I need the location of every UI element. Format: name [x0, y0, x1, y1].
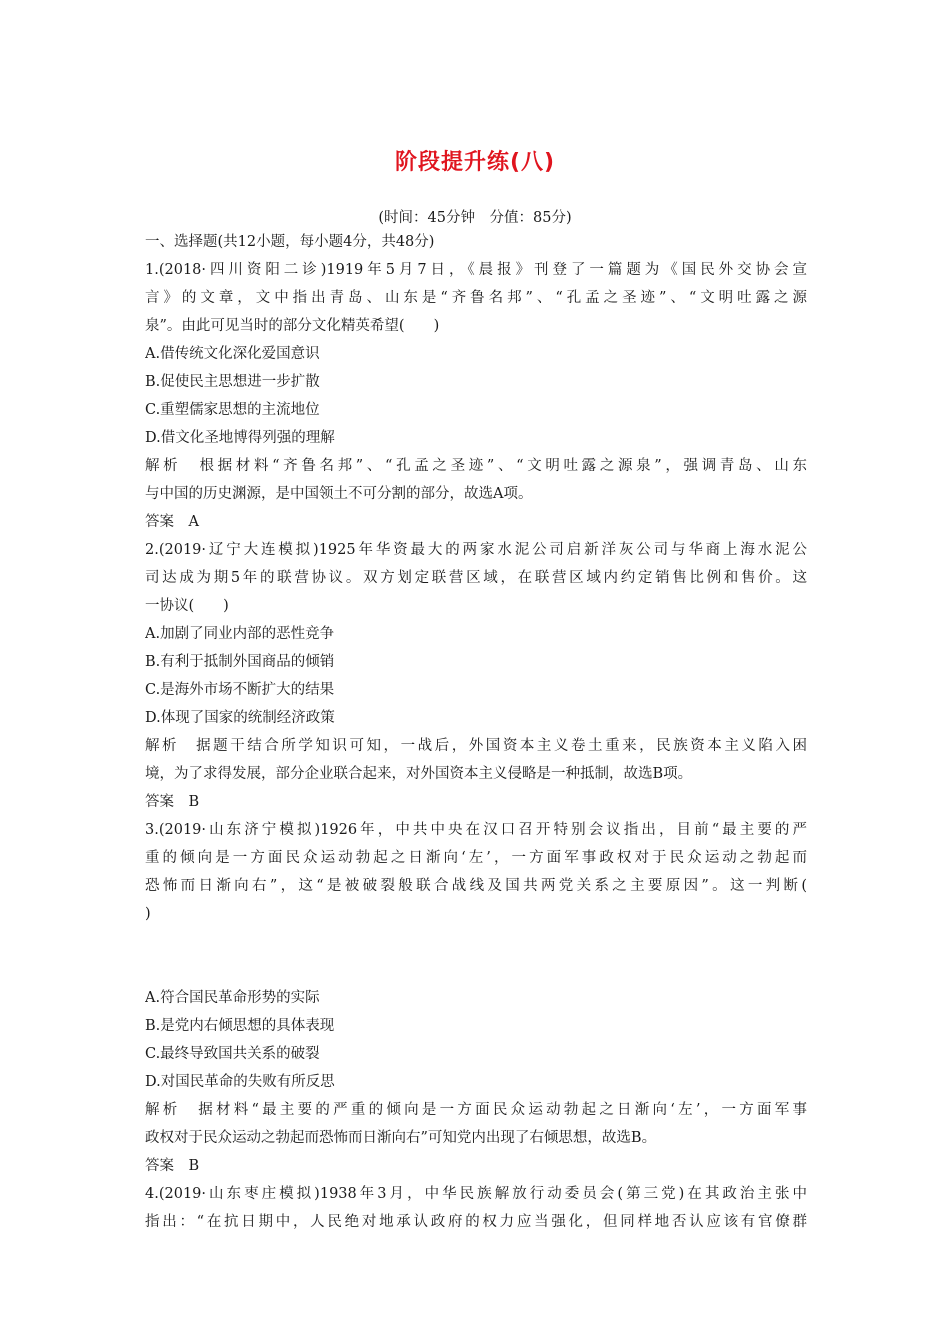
analysis-line: 境，为了求得发展，部分企业联合起来，对外国资本主义侵略是一种抵制，故选B项。 [145, 766, 693, 782]
answer: 答案 A [145, 514, 199, 530]
question-stem-line: 泉”。由此可见当时的部分文化精英希望( ) [145, 318, 440, 334]
analysis-line: 解析 据题干结合所学知识可知，一战后，外国资本主义卷土重来，民族资本主义陷入困 [145, 738, 807, 754]
question-stem-line: 1.(2018·四川资阳二诊)1919年5月7日，《晨报》刊登了一篇题为《国民外交协会宣 [145, 262, 807, 278]
document-body [145, 228, 807, 1236]
question-stem-line: 4.(2019·山东枣庄模拟)1938年3月，中华民族解放行动委员会(第三党)在其政治主张中 [145, 1186, 807, 1202]
option-d: D.借文化圣地博得列强的理解 [145, 430, 335, 446]
answer: 答案 B [145, 794, 200, 810]
question-4 [145, 1180, 807, 1236]
blank-space [145, 928, 807, 984]
answer: 答案 B [145, 1158, 200, 1174]
option-a: A.符合国民革命形势的实际 [145, 990, 320, 1006]
option-c: C.是海外市场不断扩大的结果 [145, 682, 335, 698]
analysis-line: 政权对于民众运动之勃起而恐怖而日渐向右”可知党内出现了右倾思想，故选B。 [145, 1130, 657, 1146]
option-b: B.有利于抵制外国商品的倾销 [145, 654, 335, 670]
section-heading: 一、选择题(共12小题，每小题4分，共48分) [145, 234, 435, 250]
question-stem-line: ) [145, 906, 151, 922]
page-title: 阶段提升练(八) [394, 150, 556, 175]
question-stem-line: 司达成为期5年的联营协议。双方划定联营区域，在联营区域内约定销售比例和售价。这 [145, 570, 807, 586]
question-stem-line: 一协议( ) [145, 598, 229, 614]
question-1 [145, 256, 807, 536]
analysis-line: 解析 据材料“最主要的严重的倾向是一方面民众运动勃起之日渐向‘左’，一方面军事 [145, 1102, 807, 1118]
option-d: D.体现了国家的统制经济政策 [145, 710, 335, 726]
option-b: B.促使民主思想进一步扩散 [145, 374, 320, 390]
question-2 [145, 536, 807, 816]
option-b: B.是党内右倾思想的具体表现 [145, 1018, 335, 1034]
question-stem-line: 重的倾向是一方面民众运动勃起之日渐向‘左’，一方面军事政权对于民众运动之勃起而 [145, 850, 807, 866]
question-stem-line: 2.(2019·辽宁大连模拟)1925年华资最大的两家水泥公司启新洋灰公司与华商上海水泥公 [145, 542, 807, 558]
option-d: D.对国民革命的失败有所反思 [145, 1074, 335, 1090]
analysis-line: 与中国的历史渊源，是中国领土不可分割的部分，故选A项。 [145, 486, 533, 502]
question-stem-line: 恐怖而日渐向右”，这“是被破裂般联合战线及国共两党关系之主要原因”。这一判断( [145, 878, 807, 894]
question-3 [145, 816, 807, 1180]
option-a: A.加剧了同业内部的恶性竞争 [145, 626, 335, 642]
question-stem-line: 指出：“在抗日期中，人民绝对地承认政府的权力应当强化，但同样地否认应该有官僚群 [145, 1214, 807, 1230]
analysis-line: 解析 根据材料“齐鲁名邦”、“孔孟之圣迹”、“文明吐露之源泉”，强调青岛、山东 [145, 458, 807, 474]
option-a: A.借传统文化深化爱国意识 [145, 346, 320, 362]
question-stem-line: 言》的文章，文中指出青岛、山东是“齐鲁名邦”、“孔孟之圣迹”、“文明吐露之源 [145, 290, 807, 306]
exam-meta: (时间：45分钟 分值：85分) [378, 210, 572, 226]
question-stem-line: 3.(2019·山东济宁模拟)1926年，中共中央在汉口召开特别会议指出，目前“最主要的严 [145, 822, 807, 838]
option-c: C.重塑儒家思想的主流地位 [145, 402, 320, 418]
option-c: C.最终导致国共关系的破裂 [145, 1046, 320, 1062]
